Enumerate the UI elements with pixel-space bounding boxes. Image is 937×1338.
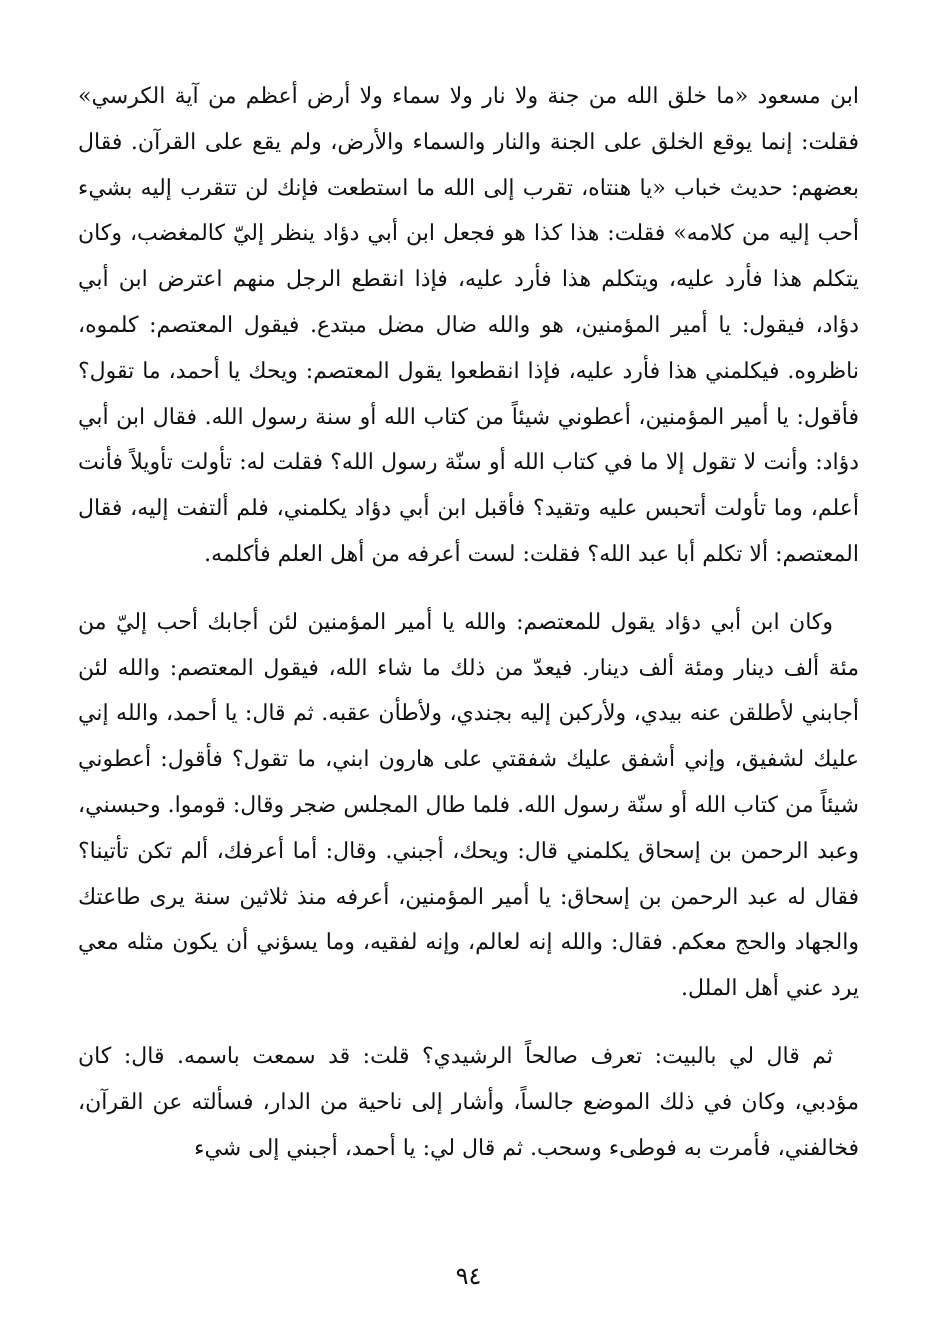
- paragraph-3: ثم قال لي بالبيت: تعرف صالحاً الرشيدي؟ قلت: قد سمعت باسمه. قال: كان مؤدبي، وكان في ذلك الموضع جالساً، وأشار إلى ناحية من الدار، فسألته عن القرآن، فخالفني، فأمرت به فوطىء وسحب. ثم قال لي: يا أحمد، أجبني إلى شيء: [78, 1043, 859, 1161]
- paragraph-1: ابن مسعود «ما خلق الله من جنة ولا نار ولا سماء ولا أرض أعظم من آية الكرسي» فقلت: إنما يوقع الخلق على الجنة والنار والسماء والأرض، ولم يقع على القرآن. فقال بعضهم: حديث خباب «يا هنتاه، تقرب إلى الله ما استطعت فإنك لن تتقرب إليه بشيء أحب إليه من كلامه» فقلت: هذا كذا هو فجعل ابن أبي دؤاد ينظر إليّ كالمغضب، وكان يتكلم هذا فأرد عليه، ويتكلم هذا فأرد عليه، فإذا انقطع الرجل منهم اعترض ابن أبي دؤاد، فيقول: يا أمير المؤمنين، هو والله ضال مضل مبتدع. فيقول المعتصم: كلموه، ناظروه. فيكلمني هذا فأرد عليه، فإذا انقطعوا يقول المعتصم: ويحك يا أحمد، ما تقول؟ فأقول: يا أمير المؤمنين، أعطوني شيئاً من كتاب الله أو سنة رسول الله. فقال ابن أبي دؤاد: وأنت لا تقول إلا ما في كتاب الله أو سنّة رسول الله؟ فقلت له: تأولت تأويلاً فأنت أعلم، وما تأولت أتحبس عليه وتقيد؟ فأقبل ابن أبي دؤاد يكلمني، فلم ألتفت إليه، فقال المعتصم: ألا تكلم أبا عبد الله؟ فقلت: لست أعرفه من أهل العلم فأكلمه.: [78, 84, 859, 567]
- body-text: [78, 74, 859, 1171]
- paragraph-2: وكان ابن أبي دؤاد يقول للمعتصم: والله يا أمير المؤمنين لئن أجابك أحب إليّ من مئة ألف دينار ومئة ألف دينار. فيعدّ من ذلك ما شاء الله، فيقول المعتصم: والله لئن أجابني لأطلقن عنه بيدي، ولأركبن إليه بجندي، ولأطأن عقبه. ثم قال: يا أحمد، والله إني عليك لشفيق، وإني أشفق عليك شفقتي على هارون ابني، ما تقول؟ فأقول: أعطوني شيئاً من كتاب الله أو سنّة رسول الله. فلما طال المجلس ضجر وقال: قوموا. وحبسني، وعبد الرحمن بن إسحاق يكلمني قال: ويحك، أجبني. وقال: أما أعرفك، ألم تكن تأتينا؟ فقال له عبد الرحمن بن إسحاق: يا أمير المؤمنين، أعرفه منذ ثلاثين سنة يرى طاعتك والجهاد والحج معكم. فقال: والله إنه لعالم، وإنه لفقيه، وما يسؤني أن يكون مثله معي يرد عني أهل الملل.: [78, 609, 859, 1002]
- page-number: ٩٤: [455, 1262, 482, 1290]
